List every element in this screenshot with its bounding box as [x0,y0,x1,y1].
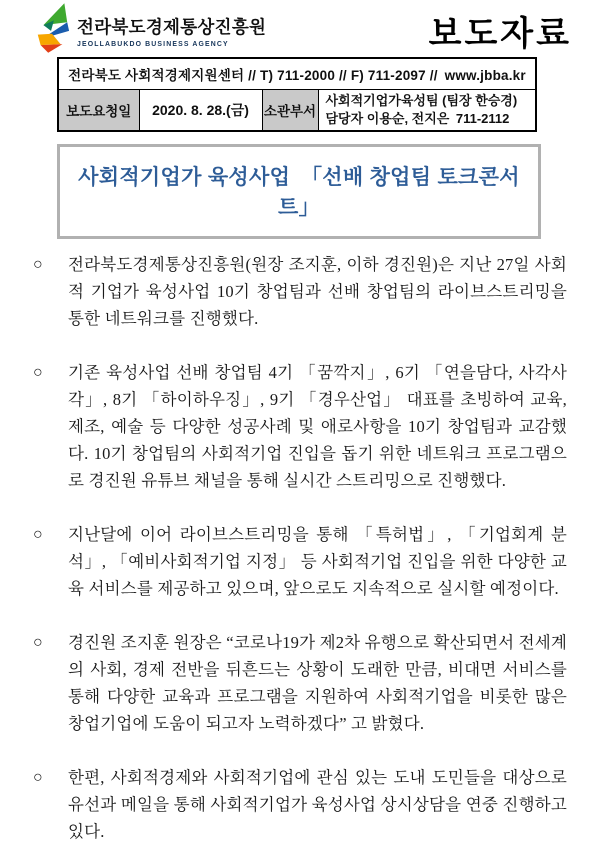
paragraph-text: 전라북도경제통상진흥원(원장 조지훈, 이하 경진원)은 지난 27일 사회적 기업가 육성사업 10기 창업팀과 선배 창업팀의 라이브스트리밍을 통한 네트워크를 진행했다. [68,254,567,328]
press-title: 사회적기업가 육성사업 「선배 창업팀 토크콘서트」 [78,166,520,220]
paragraph-bullet: ○ [33,768,43,786]
agency-name-block [77,14,266,48]
body-paragraph [33,764,567,845]
paragraph-bullet: ○ [33,525,43,543]
paragraph-bullet: ○ [33,633,43,651]
paragraph-text: 지난달에 이어 라이브스트리밍을 통해 「특허법」, 「기업회계 분석」, 「예비사회적기업 지정」 등 사회적기업 진입을 위한 다양한 교육 서비스를 제공하고 있으며, 앞으로도 지속적으로 실시할 예정이다. [68,524,567,598]
body-paragraph [33,629,567,737]
paragraph-text: 경진원 조지훈 원장은 “코로나19가 제2차 유행으로 확산되면서 전세계의 사회, 경제 전반을 뒤흔드는 상황이 도래한 만큼, 비대면 서비스를 통해 다양한 교육과 프로그램을 지원하여 사회적기업을 비롯한 많은 창업기업에 도움이 되고자 노력하겠다” 고 밝혔다. [68,632,567,733]
press-body [33,251,567,845]
request-date-label: 보도요청일 [58,89,139,131]
paragraph-text: 한편, 사회적경제와 사회적기업에 관심 있는 도내 도민들을 대상으로 유선과 메일을 통해 사회적기업가 육성사업 상시상담을 연중 진행하고 있다. [68,767,567,841]
detail-row [58,89,536,131]
doc-type-title: 보도자료 [428,15,572,53]
page-header [0,0,600,56]
org-name-english: JEOLLABUKDO BUSINESS AGENCY [77,41,229,48]
press-title-box [57,144,541,239]
department-label: 소관부서 [262,89,318,131]
contact-row [58,58,536,89]
department-contact-line: 담당자 이용순, 전지은 711-2112 [325,110,510,126]
contact-line: 전라북도 사회적경제지원센터 // T) 711-2000 // F) 711-2097 // www.jbba.kr [58,58,536,89]
paragraph-bullet: ○ [33,363,43,381]
agency-brand [33,3,266,53]
department-team-line: 사회적기업가육성팀 (팀장 한승경) [325,92,518,108]
request-date-value: 2020. 8. 28.(금) [139,89,262,131]
paragraph-bullet: ○ [33,255,43,273]
paragraph-text: 기존 육성사업 선배 창업팀 4기 「꿈깍지」, 6기 「연을담다, 사각사각」, 8기 「하이하우징」, 9기 「경우산업」 대표를 초빙하여 교육, 제조, 예술 등 다양한 성공사례 및 애로사항을 10기 창업팀과 교감했다. 10기 창업팀의 사회적기업 진입을 돕기 위한 네트워크 프로그램으로 경진원 유튜브 채널을 통해 실시간 스트리밍으로 진행했다. [68,362,567,490]
body-paragraph [33,251,567,332]
department-cell [318,89,536,131]
press-info-table [57,57,537,132]
org-name: 전라북도경제통상진흥원 [77,17,267,37]
body-paragraph [33,521,567,602]
body-paragraph [33,359,567,494]
agency-logo-icon [33,3,71,53]
